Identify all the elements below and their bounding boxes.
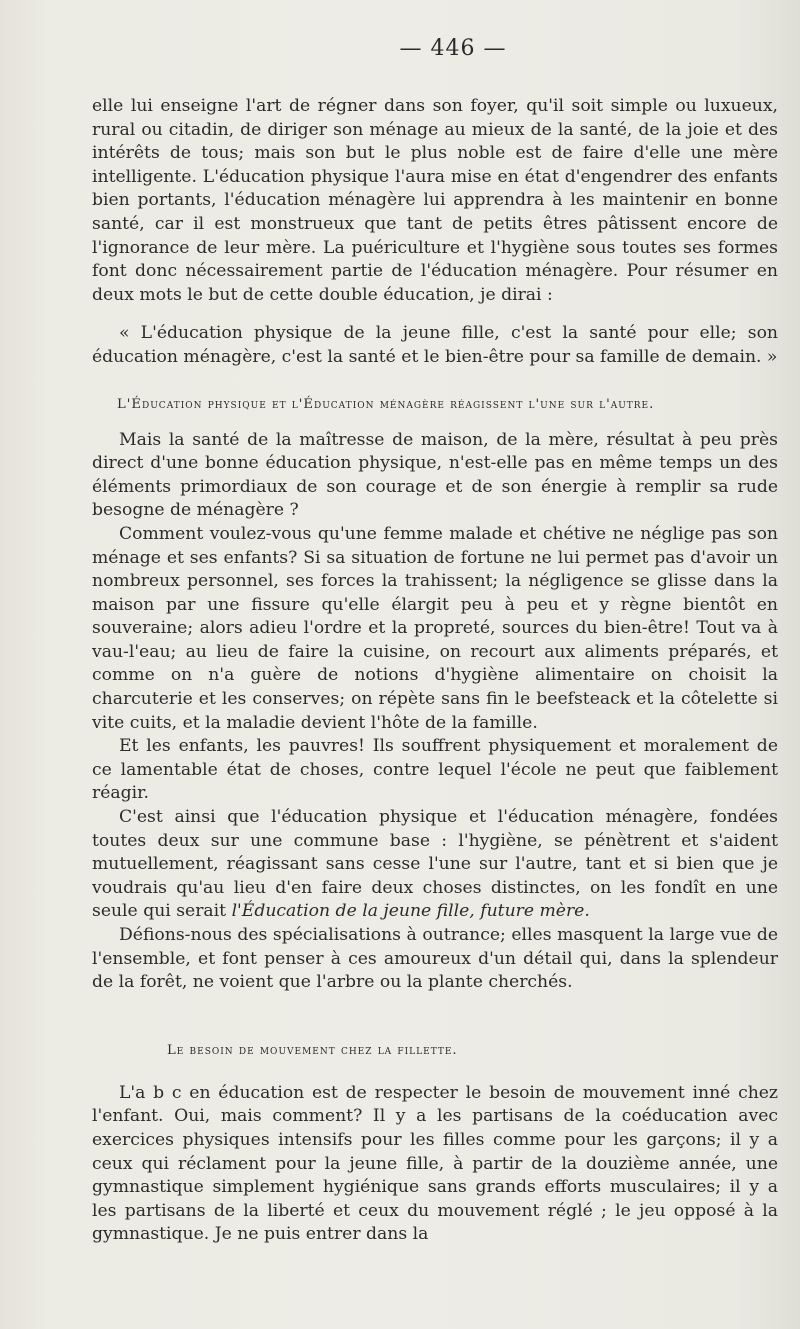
quote-paragraph: « L'éducation physique de la jeune fille, c'est la santé pour elle; son éducation ménagère, c'est la santé et le bien-être pour sa famille de demain. » — [92, 323, 778, 367]
paragraph: elle lui enseigne l'art de régner dans son foyer, qu'il soit simple ou luxueux, rural ou citadin, de diriger son ménage au mieux de la santé, de la joie et des intérêts de tous; mais son but le plus noble est de faire d'elle une mère intelligente. L'éducation physique l'aura mise en état d'engendrer des enfants bien portants, l'éducation ménagère lui apprendra à les maintenir en bonne santé, car il est monstrueux que tant de petits êtres pâtissent encore de l'ignorance de leur mère. La puériculture et l'hygiène sous toutes ses formes font donc nécessairement partie de l'éducation ménagère. Pour résumer en deux mots le but de cette double éducation, je dirai : — [92, 96, 778, 305]
paragraph: Comment voulez-vous qu'une femme malade et chétive ne néglige pas son ménage et ses enfants? Si sa situation de fortune ne lui permet pas d'avoir un nombreux personnel, ses forces la trahissent; la négligence se glisse dans la maison par une fissure qu'elle élargit peu à peu et y règne bientôt en souveraine; alors adieu l'ordre et la propreté, sources du bien-être! Tout va à vau-l'eau; au lieu de faire la cuisine, on recourt aux aliments préparés, et comme on n'a guère de notions d'hygiène alimentaire on choisit la charcuterie et les conserves; on répète sans fin le beefsteack et la côtelette si vite cuits, et la maladie devient l'hôte de la famille. — [92, 523, 778, 733]
paragraph-text: C'est ainsi que l'éducation physique et l'éducation ménagère, fondées toutes deux sur une commune base : l'hygiène, se pénètrent et s'aident mutuellement, réagissant sans cesse l'une sur l'autre, tant et si bien que je voudrais qu'au lieu d'en faire deux choses distinctes, on les fondît en une seule qui serait — [92, 807, 778, 922]
paragraph — [92, 806, 778, 924]
section-heading: Le besoin de mouvement chez la fillette. — [167, 1042, 458, 1058]
paragraph: Et les enfants, les pauvres! Ils souffrent physiquement et moralement de ce lamentable état de choses, contre lequel l'école ne peut que faiblement réagir. — [92, 736, 778, 804]
italic-phrase: l'Éducation de la jeune fille, future mère. — [231, 901, 590, 922]
page-number: — 446 — — [399, 36, 507, 61]
section-heading: L'Éducation physique et l'Éducation ménagère réagissent l'une sur l'autre. — [117, 396, 655, 412]
paragraph: L'a b c en éducation est de respecter le besoin de mouvement inné chez l'enfant. Oui, mais comment? Il y a les partisans de la coéducation avec exercices physiques intensifs pour les filles comme pour les garçons; il y a ceux qui réclament pour la jeune fille, à partir de la douzième année, une gymnastique simplement hygiénique sans grands efforts musculaires; il y a les partisans de la liberté et ceux du mouvement réglé ; le jeu opposé à la gymnastique. Je ne puis entrer dans la — [92, 1082, 778, 1245]
paragraph: Défions-nous des spécialisations à outrance; elles masquent la large vue de l'ensemble, et font penser à ces amoureux d'un détail qui, dans la splendeur de la forêt, ne voient que l'arbre ou la plante cherchés. — [92, 925, 778, 993]
paragraph: Mais la santé de la maîtresse de maison, de la mère, résultat à peu près direct d'une bonne éducation physique, n'est-elle pas en même temps un des éléments primordiaux de son courage et de son énergie à remplir sa rude besogne de ménagère ? — [92, 429, 778, 521]
